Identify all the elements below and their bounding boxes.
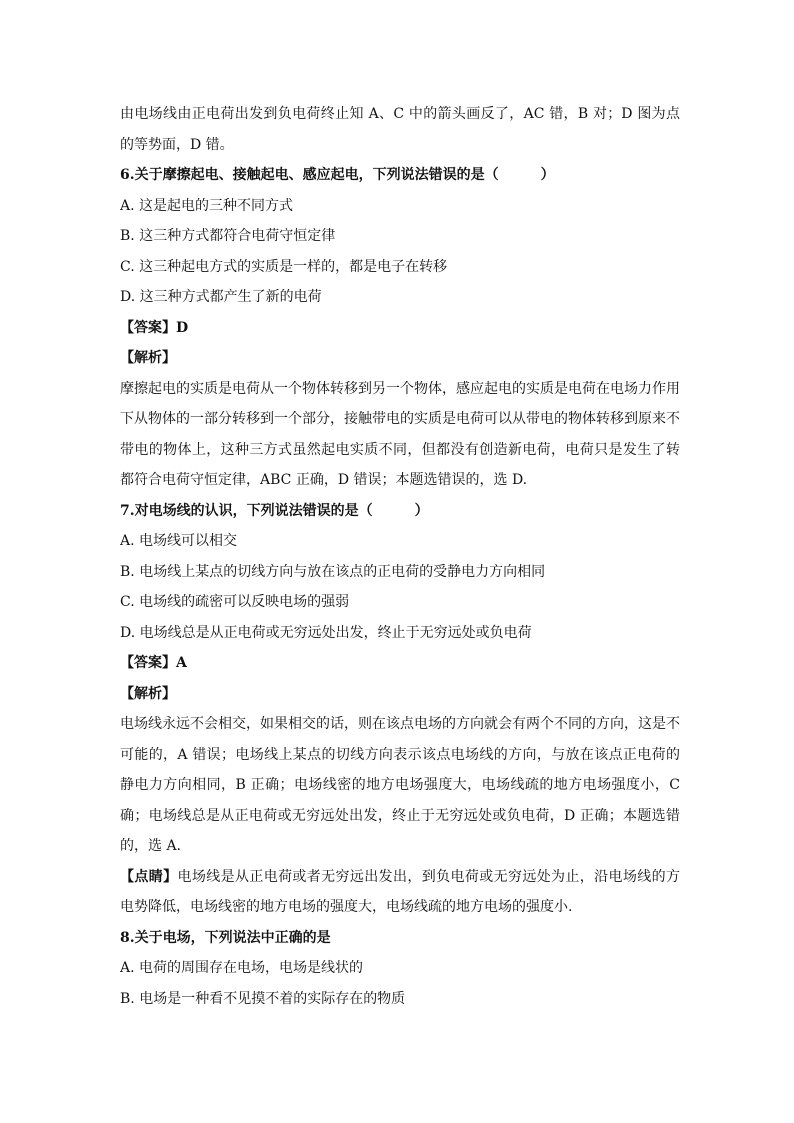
answer-label: 【答案】 <box>120 319 176 336</box>
tip-label: 【点睛】 <box>120 868 178 885</box>
question-7-analysis-line: 静电力方向相同，B 正确；电场线密的地方电场强度大，电场线疏的地方电场强度小，C <box>120 777 680 793</box>
question-6-analysis-line: 下从物体的一部分转移到一个部分，接触带电的实质是电荷可以从带电的物体转移到原来不 <box>120 411 680 427</box>
question-6-analysis-line: 都符合电荷守恒定律，ABC 正确，D 错误；本题选错误的，选 D. <box>120 472 528 488</box>
question-6-option-c: C. 这三种起电方式的实质是一样的，都是电子在转移 <box>120 258 448 275</box>
question-7-option-a: A. 电场线可以相交 <box>120 533 238 549</box>
intro-line: 由电场线由正电荷出发到负电荷终止知 A、C 中的箭头画反了，AC 错，B 对；D 图为点 <box>120 106 680 122</box>
question-7-analysis-line: 可能的，A 错误；电场线上某点的切线方向表示该点电场线的方向，与放在该点正电荷的 <box>120 746 680 763</box>
answer-label: 【答案】 <box>120 655 176 671</box>
question-7-option-b: B. 电场线上某点的切线方向与放在该点的正电荷的受静电力方向相同 <box>120 563 546 580</box>
question-6-option-b: B. 这三种方式都符合电荷守恒定律 <box>120 228 336 244</box>
question-7-option-d: D. 电场线总是从正电荷或无穷远处出发，终止于无穷远处或负电荷 <box>120 624 532 641</box>
question-7-analysis-line: 确；电场线总是从正电荷或无穷远处出发，终止于无穷远处或负电荷，D 正确；本题选错 <box>120 807 680 824</box>
tip-text: 电场线是从正电荷或者无穷远出发出，到负电荷或无穷远处为止，沿电场线的方 <box>177 868 680 885</box>
question-8-stem: 8.关于电场，下列说法中正确的是 <box>120 929 331 946</box>
question-7-analysis-line: 电场线永远不会相交，如果相交的话，则在该点电场的方向就会有两个不同的方向，这是不 <box>120 716 680 732</box>
question-7-tip <box>120 862 680 893</box>
answer-value: D <box>176 319 189 336</box>
question-7-answer <box>120 648 680 679</box>
question-8-option-a: A. 电荷的周围存在电场，电场是线状的 <box>120 960 364 976</box>
question-6-analysis-line: 摩擦起电的实质是电荷从一个物体转移到另一个物体，感应起电的实质是电荷在电场力作用 <box>120 380 680 397</box>
question-6-option-a: A. 这是起电的三种不同方式 <box>120 197 294 214</box>
question-8-option-b: B. 电场是一种看不见摸不着的实际存在的物质 <box>120 990 406 1007</box>
question-6-analysis-line: 带电的物体上，这种三方式虽然起电实质不同，但都没有创造新电荷，电荷只是发生了转 <box>120 441 680 458</box>
question-7-option-c: C. 电场线的疏密可以反映电场的强弱 <box>120 594 350 610</box>
question-7-tip-line: 电势降低，电场线密的地方电场的强度大，电场线疏的地方电场的强度小. <box>120 899 573 915</box>
question-6-option-d: D. 这三种方式都产生了新的电荷 <box>120 289 322 305</box>
question-6-stem: 6.关于摩擦起电、接触起电、感应起电，下列说法错误的是（ ） <box>120 167 555 183</box>
question-7-analysis-label: 【解析】 <box>120 685 176 702</box>
page-content <box>120 99 680 1014</box>
question-7-stem: 7.对电场线的认识，下列说法错误的是（ ） <box>120 502 429 519</box>
question-7-analysis-line: 的，选 A. <box>120 838 182 854</box>
answer-value: A <box>176 655 187 671</box>
question-6-answer <box>120 313 680 344</box>
question-6-analysis-label: 【解析】 <box>120 350 176 366</box>
intro-line: 的等势面，D 错。 <box>120 136 234 153</box>
